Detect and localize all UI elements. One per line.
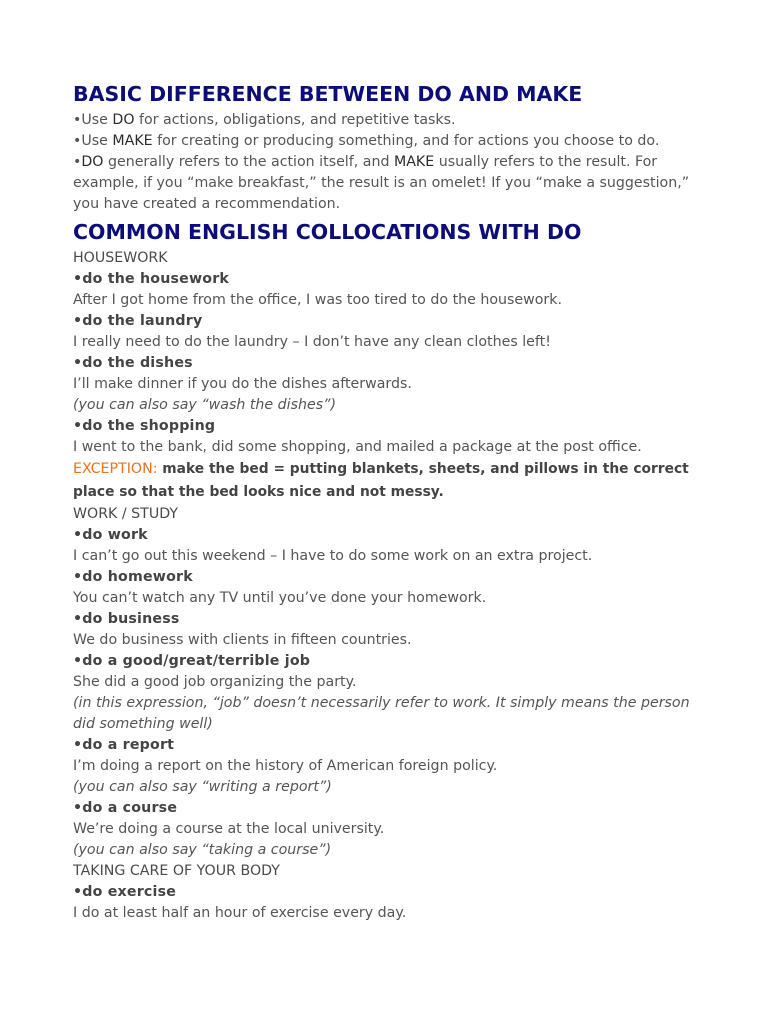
collocation-term: •do business bbox=[73, 611, 180, 627]
example-sentence: I really need to do the laundry – I don’t have any clean clothes left! bbox=[73, 334, 551, 350]
collocation-term: •do the shopping bbox=[73, 418, 216, 434]
keyword-do: DO bbox=[112, 112, 135, 128]
example-sentence: After I got home from the office, I was too tired to do the housework. bbox=[73, 292, 562, 308]
category-body-care: TAKING CARE OF YOUR BODY bbox=[73, 863, 280, 879]
exception-text: make the bed = putting blankets, sheets, and pillows in the correct place so that the bed looks nice and not messy. bbox=[73, 461, 689, 500]
bullet-text: •Use bbox=[73, 112, 113, 128]
rule-line bbox=[73, 110, 713, 131]
collocation-term: •do a good/great/terrible job bbox=[73, 653, 311, 669]
bullet-text: •Use bbox=[73, 133, 113, 149]
category-housework: HOUSEWORK bbox=[73, 250, 168, 266]
rule-text: for actions, obligations, and repetitive tasks. bbox=[134, 112, 456, 128]
document-page bbox=[73, 78, 713, 924]
rule-text: generally refers to the action itself, and bbox=[103, 154, 394, 170]
example-sentence: I’m doing a report on the history of American foreign policy. bbox=[73, 758, 498, 774]
collocation-term: •do the dishes bbox=[73, 355, 193, 371]
collocation-term: •do work bbox=[73, 527, 148, 543]
collocation-term: •do the laundry bbox=[73, 313, 203, 329]
collocation-term: •do homework bbox=[73, 569, 193, 585]
rule-line bbox=[73, 131, 713, 152]
section-heading-collocations-do: COMMON ENGLISH COLLOCATIONS WITH DO bbox=[73, 220, 582, 244]
collocation-term: •do exercise bbox=[73, 884, 177, 900]
collocation-term: •do the housework bbox=[73, 271, 230, 287]
keyword-make: MAKE bbox=[393, 154, 435, 170]
rule-text: usually refers to the result. For example, if you “make breakfast,” the result is an omelet! If you “make a suggestion,” you have created a recommendation. bbox=[73, 154, 690, 212]
exception-note bbox=[73, 458, 713, 504]
rule-text: for creating or producing something, and for actions you choose to do. bbox=[152, 133, 660, 149]
collocation-term: •do a report bbox=[73, 737, 175, 753]
keyword-do: DO bbox=[81, 154, 104, 170]
usage-note: (you can also say “writing a report”) bbox=[73, 779, 332, 795]
example-sentence: I can’t go out this weekend – I have to do some work on an extra project. bbox=[73, 548, 593, 564]
section-heading-do-vs-make: BASIC DIFFERENCE BETWEEN DO AND MAKE bbox=[73, 82, 583, 106]
bullet-text: • bbox=[73, 154, 82, 170]
exception-label: EXCEPTION: bbox=[73, 461, 158, 477]
example-sentence: We do business with clients in fifteen countries. bbox=[73, 632, 412, 648]
example-sentence: We’re doing a course at the local university. bbox=[73, 821, 385, 837]
rule-line bbox=[73, 152, 713, 215]
usage-note: (you can also say “wash the dishes”) bbox=[73, 397, 336, 413]
keyword-make: MAKE bbox=[112, 133, 153, 149]
category-work-study: WORK / STUDY bbox=[73, 506, 179, 522]
example-sentence: I’ll make dinner if you do the dishes afterwards. bbox=[73, 376, 412, 392]
example-sentence: I went to the bank, did some shopping, and mailed a package at the post office. bbox=[73, 439, 642, 455]
usage-note: (you can also say “taking a course”) bbox=[73, 842, 332, 858]
example-sentence: She did a good job organizing the party. bbox=[73, 674, 357, 690]
usage-note: (in this expression, “job” doesn’t necessarily refer to work. It simply means the person did something well) bbox=[73, 695, 690, 732]
example-sentence: You can’t watch any TV until you’ve done your homework. bbox=[73, 590, 487, 606]
example-sentence: I do at least half an hour of exercise every day. bbox=[73, 905, 407, 921]
collocation-term: •do a course bbox=[73, 800, 178, 816]
